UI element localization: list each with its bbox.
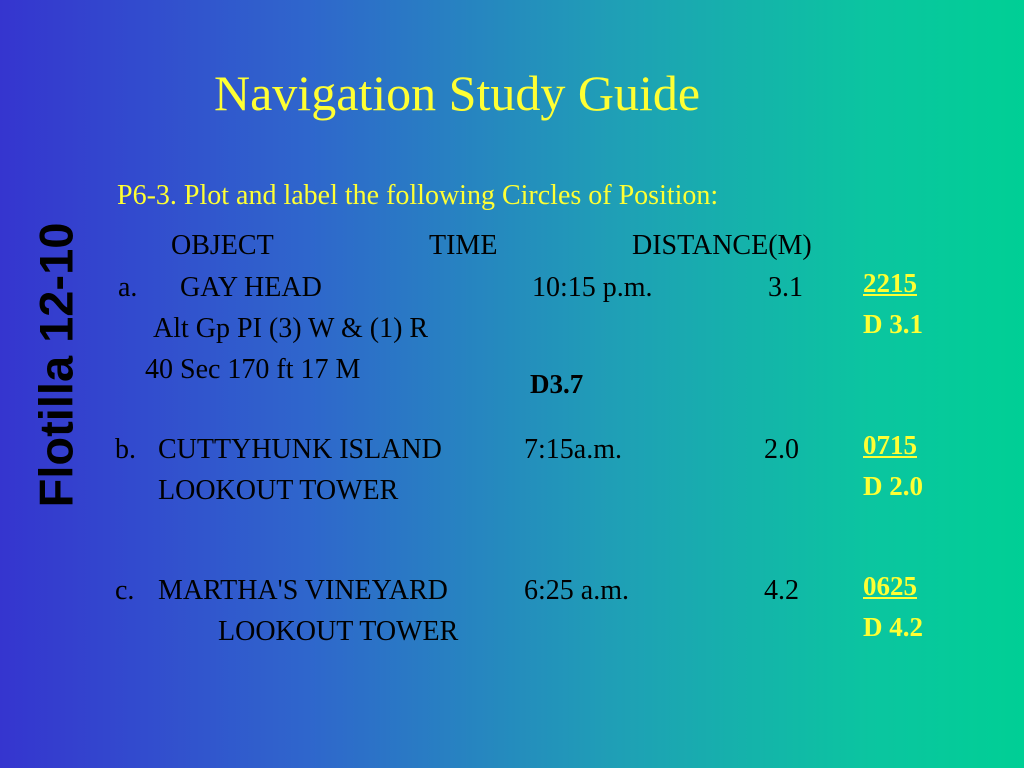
row-c-answer-distance: D 4.2 <box>863 612 923 642</box>
row-a-note: D3.7 <box>530 369 584 399</box>
row-c-detail-1: LOOKOUT TOWER <box>218 616 459 647</box>
header-time: TIME <box>429 230 498 261</box>
slide-title: Navigation Study Guide <box>214 65 701 121</box>
row-c-letter: c. <box>115 575 135 606</box>
row-a-distance: 3.1 <box>768 272 803 303</box>
row-a-detail-2: 40 Sec 170 ft 17 M <box>145 354 361 385</box>
row-a-answer-distance: D 3.1 <box>863 309 923 339</box>
row-b-object: CUTTYHUNK ISLAND <box>158 434 442 465</box>
row-c-distance: 4.2 <box>764 575 799 606</box>
row-b-time: 7:15a.m. <box>524 434 622 465</box>
row-b-letter: b. <box>115 434 136 465</box>
slide-subtitle: P6-3. Plot and label the following Circles of Position: <box>117 180 719 211</box>
row-b-detail-1: LOOKOUT TOWER <box>158 475 399 506</box>
row-a-object: GAY HEAD <box>180 272 322 303</box>
row-a-time: 10:15 p.m. <box>532 272 653 303</box>
row-b-distance: 2.0 <box>764 434 799 465</box>
row-a-answer-time: 2215 <box>863 268 917 298</box>
header-object: OBJECT <box>171 230 274 261</box>
row-c-time: 6:25 a.m. <box>524 575 629 606</box>
row-b-answer-time: 0715 <box>863 430 917 460</box>
side-label: Flotilla 12-10 <box>29 222 83 508</box>
row-b-answer-distance: D 2.0 <box>863 471 923 501</box>
row-c-answer-time: 0625 <box>863 571 917 601</box>
row-a-detail-1: Alt Gp PI (3) W & (1) R <box>153 313 429 344</box>
row-c-object: MARTHA'S VINEYARD <box>158 575 448 606</box>
header-distance: DISTANCE(M) <box>632 230 812 261</box>
row-a-letter: a. <box>118 272 138 303</box>
